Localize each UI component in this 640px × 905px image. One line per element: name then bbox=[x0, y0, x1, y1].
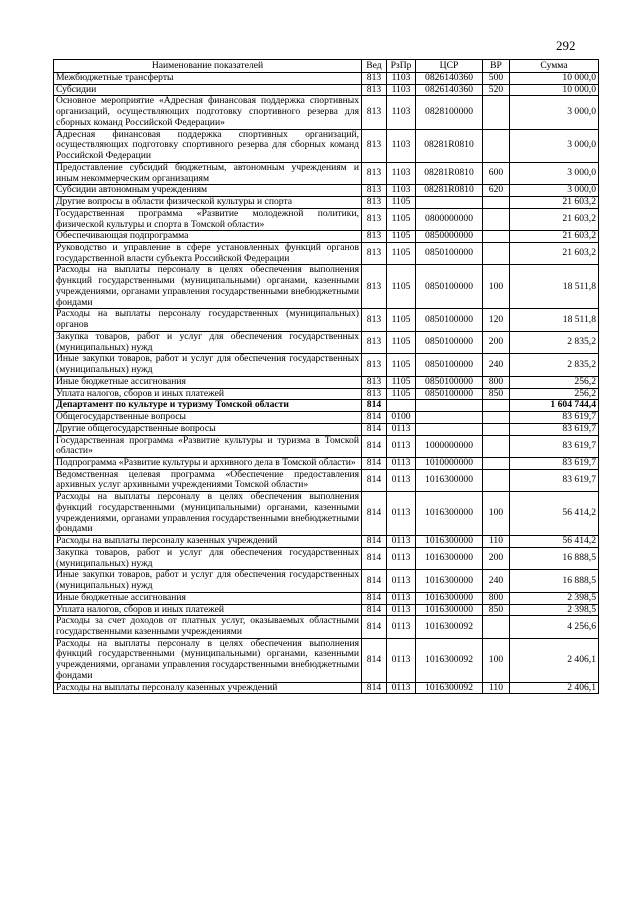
cell-ved: 813 bbox=[362, 84, 387, 96]
table-row bbox=[54, 492, 599, 536]
cell-rzpr: 1105 bbox=[387, 243, 416, 265]
cell-name: Государственная программа «Развитие культуры и туризма в Томской области» bbox=[54, 435, 362, 457]
table-row bbox=[54, 457, 599, 469]
cell-name: Уплата налогов, сборов и иных платежей bbox=[54, 604, 362, 616]
cell-sum: 83 619,7 bbox=[510, 412, 599, 424]
cell-sum: 3 000,0 bbox=[510, 129, 599, 162]
cell-ved: 813 bbox=[362, 354, 387, 376]
cell-csr: 1010000000 bbox=[416, 457, 483, 469]
cell-name: Общегосударственные вопросы bbox=[54, 412, 362, 424]
header-vr: ВР bbox=[483, 60, 510, 73]
cell-sum: 256,2 bbox=[510, 376, 599, 388]
cell-vr bbox=[483, 412, 510, 424]
table-row bbox=[54, 682, 599, 694]
cell-vr bbox=[483, 469, 510, 491]
cell-name: Закупка товаров, работ и услуг для обеспечения государственных (муниципальных) нужд bbox=[54, 331, 362, 353]
cell-vr: 100 bbox=[483, 638, 510, 682]
cell-ved: 814 bbox=[362, 638, 387, 682]
table-row bbox=[54, 412, 599, 424]
cell-vr bbox=[483, 400, 510, 412]
cell-sum: 16 888,5 bbox=[510, 570, 599, 592]
cell-name: Адресная финансовая поддержка спортивных организаций, осуществляющих подготовку спортивного резерва для сборных команд Российской Федерации bbox=[54, 129, 362, 162]
table-row bbox=[54, 616, 599, 638]
cell-csr: 0850100000 bbox=[416, 331, 483, 353]
cell-rzpr: 1105 bbox=[387, 309, 416, 331]
cell-csr: 1000000000 bbox=[416, 435, 483, 457]
cell-sum: 2 835,2 bbox=[510, 331, 599, 353]
budget-table bbox=[53, 59, 599, 694]
cell-csr: 0850100000 bbox=[416, 376, 483, 388]
cell-vr: 500 bbox=[483, 73, 510, 85]
cell-vr bbox=[483, 231, 510, 243]
cell-sum: 2 406,1 bbox=[510, 638, 599, 682]
cell-ved: 813 bbox=[362, 231, 387, 243]
cell-vr: 120 bbox=[483, 309, 510, 331]
cell-rzpr: 0100 bbox=[387, 412, 416, 424]
cell-ved: 813 bbox=[362, 197, 387, 209]
cell-csr: 1016300000 bbox=[416, 570, 483, 592]
cell-sum: 2 398,5 bbox=[510, 592, 599, 604]
cell-csr: 0850000000 bbox=[416, 231, 483, 243]
cell-ved: 814 bbox=[362, 547, 387, 569]
cell-rzpr: 0113 bbox=[387, 638, 416, 682]
cell-sum: 21 603,2 bbox=[510, 231, 599, 243]
cell-sum: 2 398,5 bbox=[510, 604, 599, 616]
header-rzpr: РзПр bbox=[387, 60, 416, 73]
cell-rzpr: 1103 bbox=[387, 185, 416, 197]
cell-name: Ведомственная целевая программа «Обеспечение предоставления архивных услуг архивными учреждениями Томской области» bbox=[54, 469, 362, 491]
cell-csr: 1016300092 bbox=[416, 616, 483, 638]
table-row bbox=[54, 536, 599, 548]
cell-sum: 18 511,8 bbox=[510, 309, 599, 331]
cell-rzpr: 0113 bbox=[387, 682, 416, 694]
cell-sum: 2 406,1 bbox=[510, 682, 599, 694]
cell-sum: 21 603,2 bbox=[510, 243, 599, 265]
cell-name: Расходы на выплаты персоналу государственных (муниципальных) органов bbox=[54, 309, 362, 331]
cell-name: Иные закупки товаров, работ и услуг для обеспечения государственных (муниципальных) нужд bbox=[54, 354, 362, 376]
cell-ved: 814 bbox=[362, 457, 387, 469]
cell-ved: 813 bbox=[362, 388, 387, 400]
table-row bbox=[54, 84, 599, 96]
cell-rzpr: 0113 bbox=[387, 536, 416, 548]
cell-ved: 813 bbox=[362, 243, 387, 265]
cell-csr: 08281R0810 bbox=[416, 129, 483, 162]
cell-ved: 813 bbox=[362, 331, 387, 353]
cell-name: Расходы за счет доходов от платных услуг, оказываемых областными государственными казенными учреждениями bbox=[54, 616, 362, 638]
cell-rzpr: 1103 bbox=[387, 84, 416, 96]
cell-name: Департамент по культуре и туризму Томской области bbox=[54, 400, 362, 412]
cell-vr bbox=[483, 208, 510, 230]
cell-csr: 1016300000 bbox=[416, 604, 483, 616]
cell-csr: 0850100000 bbox=[416, 309, 483, 331]
cell-ved: 814 bbox=[362, 682, 387, 694]
cell-csr: 1016300000 bbox=[416, 492, 483, 536]
cell-ved: 814 bbox=[362, 423, 387, 435]
cell-sum: 83 619,7 bbox=[510, 435, 599, 457]
cell-sum: 56 414,2 bbox=[510, 536, 599, 548]
cell-ved: 813 bbox=[362, 96, 387, 129]
table-row bbox=[54, 309, 599, 331]
cell-rzpr: 1105 bbox=[387, 376, 416, 388]
cell-csr bbox=[416, 400, 483, 412]
cell-sum: 256,2 bbox=[510, 388, 599, 400]
cell-name: Расходы на выплаты персоналу в целях обеспечения выполнения функций государственными (муниципальными) органами, казенными учреждениями, органами управления государственными внебюджетными фондами bbox=[54, 638, 362, 682]
cell-sum: 3 000,0 bbox=[510, 185, 599, 197]
table-row bbox=[54, 376, 599, 388]
cell-rzpr: 0113 bbox=[387, 616, 416, 638]
cell-vr: 800 bbox=[483, 376, 510, 388]
cell-rzpr: 1105 bbox=[387, 231, 416, 243]
cell-vr bbox=[483, 197, 510, 209]
cell-csr: 1016300000 bbox=[416, 469, 483, 491]
table-row bbox=[54, 604, 599, 616]
cell-vr: 240 bbox=[483, 570, 510, 592]
cell-name: Субсидии автономным учреждениям bbox=[54, 185, 362, 197]
cell-rzpr: 1105 bbox=[387, 197, 416, 209]
cell-vr bbox=[483, 457, 510, 469]
table-row bbox=[54, 265, 599, 309]
cell-sum: 16 888,5 bbox=[510, 547, 599, 569]
table-row bbox=[54, 185, 599, 197]
header-ved: Вед bbox=[362, 60, 387, 73]
table-row bbox=[54, 208, 599, 230]
cell-ved: 813 bbox=[362, 162, 387, 184]
table-row bbox=[54, 96, 599, 129]
cell-csr: 0828100000 bbox=[416, 96, 483, 129]
cell-sum: 3 000,0 bbox=[510, 96, 599, 129]
cell-csr: 1016300000 bbox=[416, 592, 483, 604]
cell-csr: 0826140360 bbox=[416, 73, 483, 85]
cell-sum: 3 000,0 bbox=[510, 162, 599, 184]
table-header-row bbox=[54, 60, 599, 73]
cell-vr: 100 bbox=[483, 492, 510, 536]
cell-rzpr: 1103 bbox=[387, 73, 416, 85]
table-row bbox=[54, 243, 599, 265]
cell-name: Руководство и управление в сфере установленных функций органов государственной власти субъекта Российской Федерации bbox=[54, 243, 362, 265]
table-row bbox=[54, 354, 599, 376]
table-row bbox=[54, 469, 599, 491]
cell-csr: 0850100000 bbox=[416, 388, 483, 400]
cell-vr: 240 bbox=[483, 354, 510, 376]
cell-rzpr bbox=[387, 400, 416, 412]
table-row bbox=[54, 388, 599, 400]
cell-name: Расходы на выплаты персоналу казенных учреждений bbox=[54, 682, 362, 694]
cell-vr: 600 bbox=[483, 162, 510, 184]
cell-name: Иные бюджетные ассигнования bbox=[54, 592, 362, 604]
cell-csr: 0850100000 bbox=[416, 265, 483, 309]
cell-csr: 0826140360 bbox=[416, 84, 483, 96]
cell-rzpr: 0113 bbox=[387, 547, 416, 569]
cell-rzpr: 0113 bbox=[387, 469, 416, 491]
cell-vr bbox=[483, 243, 510, 265]
cell-ved: 814 bbox=[362, 492, 387, 536]
cell-name: Закупка товаров, работ и услуг для обеспечения государственных (муниципальных) нужд bbox=[54, 547, 362, 569]
table-row bbox=[54, 547, 599, 569]
cell-sum: 18 511,8 bbox=[510, 265, 599, 309]
cell-sum: 21 603,2 bbox=[510, 208, 599, 230]
cell-vr: 100 bbox=[483, 265, 510, 309]
cell-vr bbox=[483, 423, 510, 435]
cell-name: Уплата налогов, сборов и иных платежей bbox=[54, 388, 362, 400]
cell-ved: 814 bbox=[362, 469, 387, 491]
cell-rzpr: 0113 bbox=[387, 492, 416, 536]
cell-rzpr: 1105 bbox=[387, 388, 416, 400]
cell-rzpr: 0113 bbox=[387, 592, 416, 604]
cell-csr: 1016300092 bbox=[416, 638, 483, 682]
cell-csr: 1016300000 bbox=[416, 547, 483, 569]
cell-name: Подпрограмма «Развитие культуры и архивного дела в Томской области» bbox=[54, 457, 362, 469]
cell-ved: 813 bbox=[362, 208, 387, 230]
table-row bbox=[54, 570, 599, 592]
cell-ved: 813 bbox=[362, 265, 387, 309]
table-row bbox=[54, 592, 599, 604]
cell-ved: 813 bbox=[362, 185, 387, 197]
cell-ved: 813 bbox=[362, 129, 387, 162]
cell-rzpr: 1105 bbox=[387, 354, 416, 376]
cell-ved: 813 bbox=[362, 376, 387, 388]
cell-sum: 83 619,7 bbox=[510, 423, 599, 435]
cell-csr: 1016300092 bbox=[416, 682, 483, 694]
cell-sum: 56 414,2 bbox=[510, 492, 599, 536]
page-number: 292 bbox=[556, 38, 576, 53]
cell-vr: 850 bbox=[483, 388, 510, 400]
cell-csr: 08281R0810 bbox=[416, 185, 483, 197]
cell-vr: 110 bbox=[483, 682, 510, 694]
cell-vr bbox=[483, 616, 510, 638]
cell-rzpr: 0113 bbox=[387, 457, 416, 469]
cell-name: Расходы на выплаты персоналу казенных учреждений bbox=[54, 536, 362, 548]
cell-ved: 814 bbox=[362, 435, 387, 457]
cell-csr bbox=[416, 412, 483, 424]
cell-ved: 814 bbox=[362, 616, 387, 638]
cell-csr: 0850100000 bbox=[416, 354, 483, 376]
cell-name: Расходы на выплаты персоналу в целях обеспечения выполнения функций государственными (муниципальными) органами, казенными учреждениями, органами управления государственными внебюджетными фондами bbox=[54, 265, 362, 309]
table-row bbox=[54, 435, 599, 457]
cell-name: Субсидии bbox=[54, 84, 362, 96]
cell-ved: 813 bbox=[362, 73, 387, 85]
cell-ved: 814 bbox=[362, 412, 387, 424]
table-row bbox=[54, 73, 599, 85]
cell-name: Другие общегосударственные вопросы bbox=[54, 423, 362, 435]
cell-vr: 850 bbox=[483, 604, 510, 616]
cell-vr: 620 bbox=[483, 185, 510, 197]
cell-rzpr: 1105 bbox=[387, 208, 416, 230]
cell-ved: 814 bbox=[362, 604, 387, 616]
cell-sum: 83 619,7 bbox=[510, 469, 599, 491]
cell-name: Основное мероприятие «Адресная финансовая поддержка спортивных организаций, осуществляющих подготовку спортивного резерва для сборных команд Российской Федерации» bbox=[54, 96, 362, 129]
cell-vr: 520 bbox=[483, 84, 510, 96]
cell-vr: 200 bbox=[483, 547, 510, 569]
cell-sum: 4 256,6 bbox=[510, 616, 599, 638]
cell-sum: 10 000,0 bbox=[510, 73, 599, 85]
cell-ved: 813 bbox=[362, 309, 387, 331]
cell-ved: 814 bbox=[362, 570, 387, 592]
header-csr: ЦСР bbox=[416, 60, 483, 73]
cell-rzpr: 0113 bbox=[387, 604, 416, 616]
cell-ved: 814 bbox=[362, 400, 387, 412]
table-row bbox=[54, 162, 599, 184]
cell-vr: 200 bbox=[483, 331, 510, 353]
cell-csr bbox=[416, 423, 483, 435]
table-row bbox=[54, 638, 599, 682]
header-sum: Сумма bbox=[510, 60, 599, 73]
cell-name: Иные бюджетные ассигнования bbox=[54, 376, 362, 388]
cell-rzpr: 1103 bbox=[387, 96, 416, 129]
cell-rzpr: 1103 bbox=[387, 162, 416, 184]
cell-sum: 2 835,2 bbox=[510, 354, 599, 376]
cell-sum: 21 603,2 bbox=[510, 197, 599, 209]
table-row bbox=[54, 400, 599, 412]
cell-csr: 0850100000 bbox=[416, 243, 483, 265]
cell-ved: 814 bbox=[362, 592, 387, 604]
cell-rzpr: 0113 bbox=[387, 435, 416, 457]
cell-name: Расходы на выплаты персоналу в целях обеспечения выполнения функций государственными (муниципальными) органами, казенными учреждениями, органами управления государственными внебюджетными фондами bbox=[54, 492, 362, 536]
cell-name: Иные закупки товаров, работ и услуг для обеспечения государственных (муниципальных) нужд bbox=[54, 570, 362, 592]
header-name: Наименование показателей bbox=[54, 60, 362, 73]
table-row bbox=[54, 423, 599, 435]
table-row bbox=[54, 197, 599, 209]
cell-csr: 1016300000 bbox=[416, 536, 483, 548]
cell-csr: 08281R0810 bbox=[416, 162, 483, 184]
table-row bbox=[54, 331, 599, 353]
cell-rzpr: 1103 bbox=[387, 129, 416, 162]
cell-sum: 83 619,7 bbox=[510, 457, 599, 469]
cell-csr bbox=[416, 197, 483, 209]
cell-name: Обеспечивающая подпрограмма bbox=[54, 231, 362, 243]
table-row bbox=[54, 231, 599, 243]
cell-vr: 110 bbox=[483, 536, 510, 548]
cell-name: Межбюджетные трансферты bbox=[54, 73, 362, 85]
cell-name: Другие вопросы в области физической культуры и спорта bbox=[54, 197, 362, 209]
table-row bbox=[54, 129, 599, 162]
cell-name: Государственная программа «Развитие молодежной политики, физической культуры и спорта в Томской области» bbox=[54, 208, 362, 230]
cell-vr bbox=[483, 96, 510, 129]
cell-rzpr: 0113 bbox=[387, 423, 416, 435]
cell-name: Предоставление субсидий бюджетным, автономным учреждениям и иным некоммерческим организациям bbox=[54, 162, 362, 184]
cell-sum: 1 604 744,4 bbox=[510, 400, 599, 412]
cell-rzpr: 1105 bbox=[387, 265, 416, 309]
cell-rzpr: 0113 bbox=[387, 570, 416, 592]
cell-sum: 10 000,0 bbox=[510, 84, 599, 96]
cell-rzpr: 1105 bbox=[387, 331, 416, 353]
cell-ved: 814 bbox=[362, 536, 387, 548]
cell-csr: 0800000000 bbox=[416, 208, 483, 230]
cell-vr bbox=[483, 435, 510, 457]
cell-vr bbox=[483, 129, 510, 162]
cell-vr: 800 bbox=[483, 592, 510, 604]
